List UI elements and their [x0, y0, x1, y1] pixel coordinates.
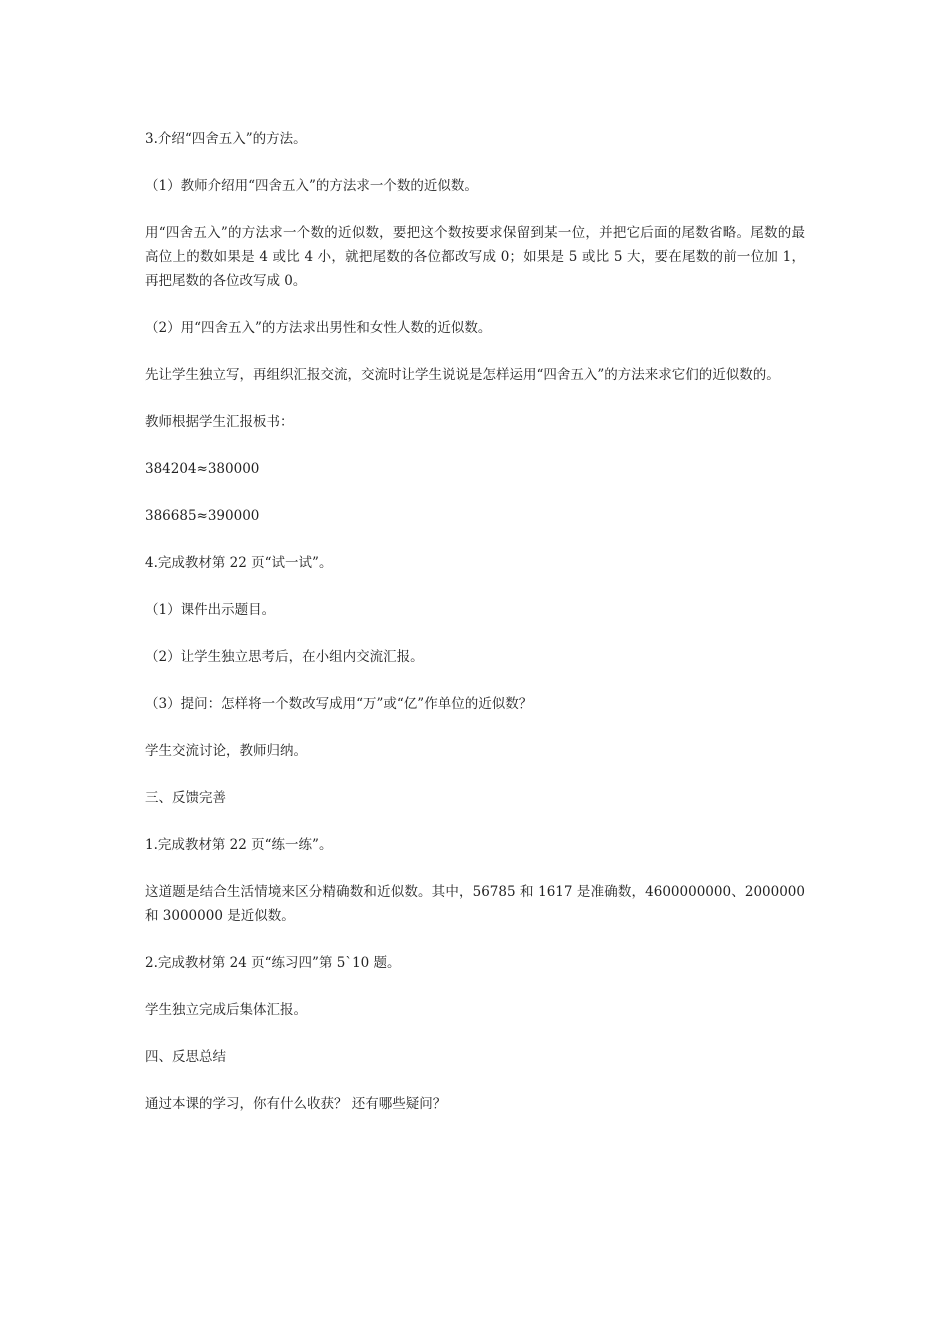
paragraph-section-4-heading: 4.完成教材第 22 页“试一试”。 [145, 555, 333, 571]
paragraph-section-3-heading: 3.介绍“四舍五入”的方法。 [145, 131, 307, 147]
paragraph-try-step-1: （1）课件出示题目。 [145, 602, 276, 618]
paragraph-try-step-2: （2）让学生独立思考后，在小组内交流汇报。 [145, 649, 424, 665]
paragraph-step-1: （1）教师介绍用“四舍五入”的方法求一个数的近似数。 [145, 178, 478, 194]
paragraph-try-step-3: （3）提问：怎样将一个数改写成用“万”或“亿”作单位的近似数？ [145, 696, 533, 712]
paragraph-practice-1: 1.完成教材第 22 页“练一练”。 [145, 837, 333, 853]
paragraph-rounding-rule: 用“四舍五入”的方法求一个数的近似数，要把这个数按要求保留到某一位，并把它后面的尾数省略。尾数的最高位上的数如果是 4 或比 4 小，就把尾数的各位都改写成 0；如果是 5 或比 5 大，要在尾数的前一位加 1，再把尾数的各位改写成 0。 [145, 225, 805, 289]
paragraph-part-3-heading: 三、反馈完善 [145, 790, 226, 806]
paragraph-part-4-heading: 四、反思总结 [145, 1049, 226, 1065]
paragraph-reflection: 通过本课的学习，你有什么收获？ 还有哪些疑问？ [145, 1096, 447, 1112]
paragraph-collective-report: 学生独立完成后集体汇报。 [145, 1002, 307, 1018]
paragraph-equation-2: 386685≈390000 [145, 508, 260, 524]
paragraph-equation-1: 384204≈380000 [145, 461, 260, 477]
paragraph-practice-1-detail: 这道题是结合生活情境来区分精确数和近似数。其中，56785 和 1617 是准确数，4600000000、2000000 和 3000000 是近似数。 [145, 884, 805, 924]
paragraph-discussion: 学生交流讨论，教师归纳。 [145, 743, 307, 759]
paragraph-step-2: （2）用“四舍五入”的方法求出男性和女性人数的近似数。 [145, 320, 492, 336]
document-body [145, 127, 805, 1139]
paragraph-board-writing: 教师根据学生汇报板书： [145, 414, 294, 430]
paragraph-student-practice: 先让学生独立写，再组织汇报交流，交流时让学生说说是怎样运用“四舍五入”的方法来求它们的近似数的。 [145, 367, 780, 383]
paragraph-practice-2: 2.完成教材第 24 页“练习四”第 5`10 题。 [145, 955, 401, 971]
